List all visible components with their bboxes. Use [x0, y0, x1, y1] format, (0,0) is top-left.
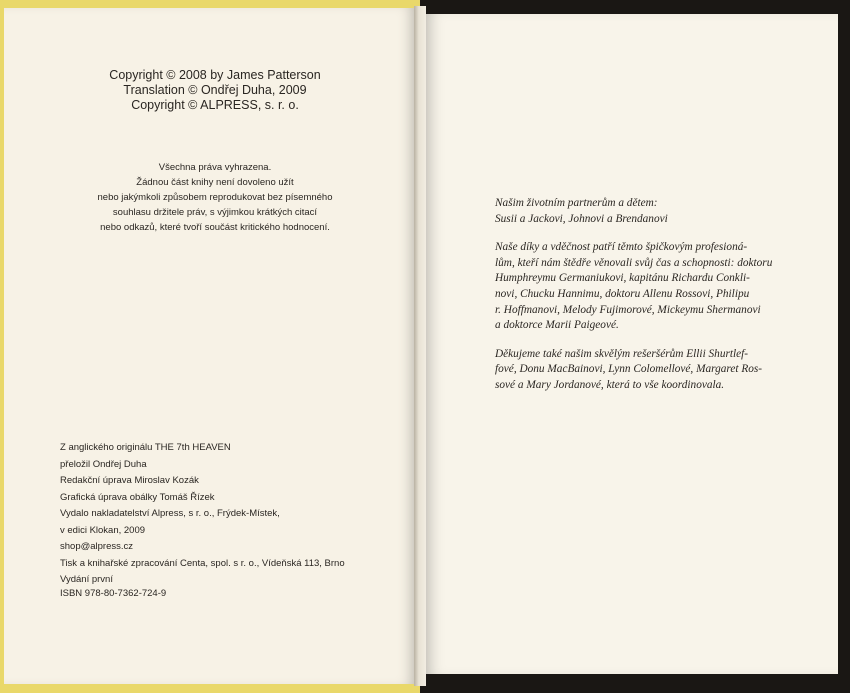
isbn: ISBN 978-80-7362-724-9	[60, 588, 167, 599]
imprint-line: Vydalo nakladatelství Alpress, s r. o., Frýdek-Místek,	[60, 508, 280, 519]
rights-line: nebo jakýmkoli způsobem reprodukovat bez písemného	[97, 192, 333, 203]
copyright-block	[0, 68, 430, 113]
acknowledgement-line: Humphreymu Germaniukovi, kapitánu Richardu Conkli-	[495, 272, 750, 285]
imprint-line: Redakční úprava Miroslav Kozák	[60, 475, 199, 486]
researchers-line: fové, Donu MacBainovi, Lynn Colomellové, Margaret Ros-	[495, 363, 763, 376]
acknowledgement-line: novi, Chucku Hannimu, doktoru Allenu Rossovi, Philipu	[495, 287, 750, 300]
acknowledgement-line: a doktorce Marii Paigeové.	[495, 319, 619, 332]
copyright-line: Copyright © ALPRESS, s. r. o.	[131, 98, 299, 112]
rights-line: nebo odkazů, které tvoří součást kritického hodnocení.	[100, 222, 330, 233]
imprint-line: Vydání první	[60, 574, 113, 585]
rights-line: souhlasu držitele práv, s výjimkou krátkých citací	[112, 207, 318, 218]
acknowledgement-line: r. Hoffmanovi, Melody Fujimorové, Mickeymu Shermanovi	[495, 303, 761, 316]
rights-notice	[0, 160, 430, 235]
copyright-line: Translation © Ondřej Duha, 2009	[123, 83, 307, 97]
imprint-block	[60, 440, 410, 589]
researchers-paragraph	[485, 347, 785, 394]
imprint-line: Z anglického originálu THE 7th HEAVEN	[60, 442, 231, 453]
imprint-line: Tisk a knihařské zpracování Centa, spol. s r. o., Vídeňská 113, Brno	[60, 557, 345, 569]
dedication-text	[485, 196, 785, 407]
acknowledgement-line: Naše díky a vděčnost patří těmto špičkovým profesioná-	[495, 241, 748, 254]
imprint-line: Grafická úprava obálky Tomáš Řízek	[60, 491, 215, 503]
imprint-line: shop@alpress.cz	[60, 541, 134, 552]
imprint-line: v edici Klokan, 2009	[60, 524, 146, 536]
rights-line: Všechna práva vyhrazena.	[158, 162, 272, 173]
copyright-line: Copyright © 2008 by James Patterson	[109, 68, 321, 82]
acknowledgement-paragraph	[485, 240, 785, 334]
dedication-line: Našim životním partnerům a dětem:	[495, 197, 658, 209]
researchers-line: sové a Mary Jordanové, která to vše koordinovala.	[495, 378, 725, 391]
dedication-line: Susii a Jackovi, Johnovi a Brendanovi	[495, 212, 668, 225]
acknowledgement-line: lům, kteří nám štědře věnovali svůj čas a schopnosti: doktoru	[495, 256, 773, 269]
researchers-line: Děkujeme také našim skvělým rešeršérům Ellii Shurtlef-	[495, 347, 749, 360]
dedication-paragraph	[485, 196, 785, 227]
imprint-line: přeložil Ondřej Duha	[60, 458, 147, 470]
rights-line: Žádnou část knihy není dovoleno užít	[136, 177, 294, 188]
